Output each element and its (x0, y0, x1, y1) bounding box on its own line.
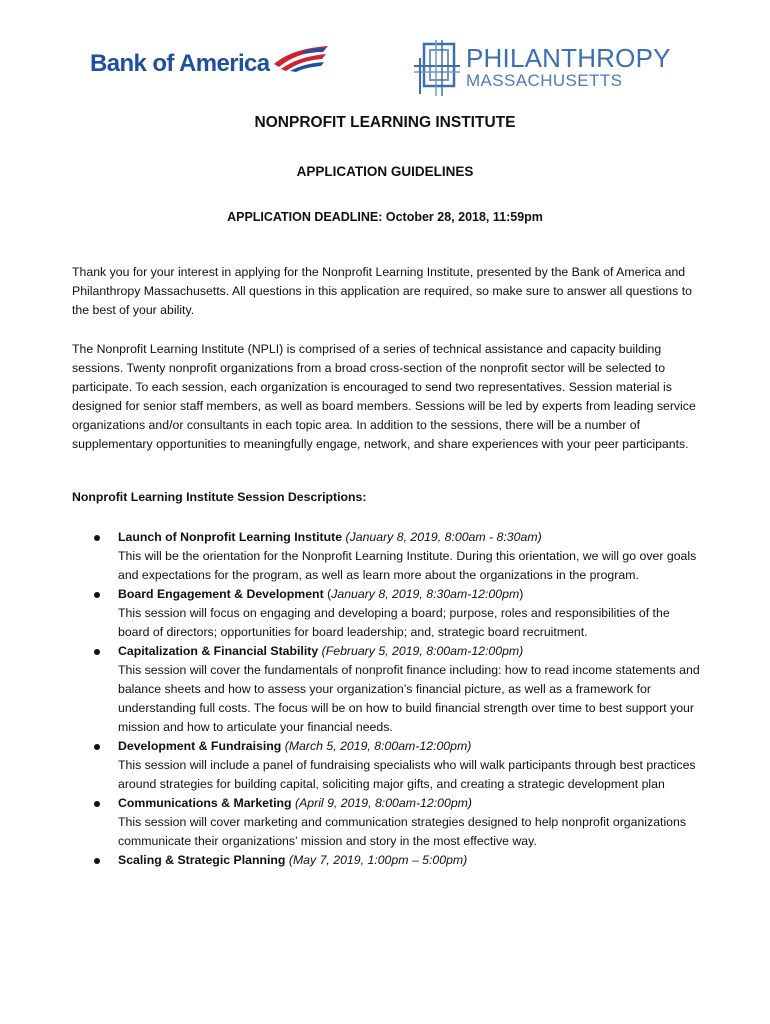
bank-of-america-logo (90, 40, 330, 88)
session-date-close: ) (519, 587, 524, 601)
list-item (90, 737, 702, 794)
session-date-open: ( (327, 587, 332, 601)
bullet-icon (94, 744, 100, 750)
list-item (90, 851, 702, 870)
session-name: Communications & Marketing (118, 796, 292, 810)
bank-of-america-wordmark: Bank of America (90, 50, 270, 77)
list-item (90, 642, 702, 737)
document-subtitle: APPLICATION GUIDELINES (296, 164, 474, 179)
session-name: Launch of Nonprofit Learning Institute (118, 530, 343, 544)
session-description: This will be the orientation for the Nonprofit Learning Institute. During this orientation, we will go over goals and expectations for the program, as well as learn more about the organizations in the program. (118, 549, 697, 582)
session-date: (March 5, 2019, 8:00am-12:00pm) (284, 739, 472, 753)
session-name: Board Engagement & Development (118, 587, 324, 601)
application-deadline: APPLICATION DEADLINE: October 28, 2018, 11:59pm (227, 210, 543, 224)
bullet-icon (94, 535, 100, 541)
session-description: This session will cover marketing and communication strategies designed to help nonprofit organizations communicate their organizations’ mission and story in the most effective way. (118, 815, 687, 848)
document-title: NONPROFIT LEARNING INSTITUTE (254, 114, 516, 131)
bullet-icon (94, 649, 100, 655)
list-item (90, 528, 702, 585)
session-date: (April 9, 2019, 8:00am-12:00pm) (294, 796, 473, 810)
list-item (90, 585, 702, 642)
session-date: (February 5, 2019, 8:00am-12:00pm) (321, 644, 524, 658)
session-name: Development & Fundraising (118, 739, 282, 753)
massachusetts-wordmark: MASSACHUSETTS (466, 71, 623, 90)
session-name: Capitalization & Financial Stability (118, 644, 319, 658)
session-description: This session will focus on engaging and developing a board; purpose, roles and responsibilities of the board of directors; opportunities for board leadership; and, strategic board recruitment. (118, 606, 670, 639)
bullet-icon (94, 858, 100, 864)
list-item (90, 794, 702, 851)
session-name: Scaling & Strategic Planning (118, 853, 286, 867)
bullet-icon (94, 592, 100, 598)
philanthropy-wordmark: PHILANTHROPY (466, 43, 671, 73)
philanthropy-massachusetts-mark-icon (412, 38, 462, 98)
bullet-icon (94, 801, 100, 807)
philanthropy-massachusetts-logo (412, 32, 670, 104)
session-date: (January 8, 2019, 8:00am - 8:30am) (345, 530, 542, 544)
session-description: This session will include a panel of fundraising specialists who will walk participants through best practices around strategies for building capital, soliciting major gifts, and creating a strategic development plan (118, 758, 696, 791)
bank-of-america-flag-icon (272, 42, 330, 72)
session-date: January 8, 2019, 8:30am-12:00pm (331, 587, 520, 601)
session-list (90, 528, 702, 870)
npli-description-paragraph: The Nonprofit Learning Institute (NPLI) is comprised of a series of technical assistance and capacity building sessions. Twenty nonprofit organizations from a broad cross-section of the nonprofit sector will be selected to participate. To each session, each organization is encouraged to send two representatives. Session material is designed for senior staff members, as well as board members. Sessions will be led by experts from leading service organizations and/or consultants in each topic area. In addition to the sessions, there will be a number of supplementary opportunities to meaningfully engage, network, and share experiences with your peer participants. (72, 342, 696, 451)
session-description: This session will cover the fundamentals of nonprofit finance including: how to read income statements and balance sheets and how to assess your organization’s financial picture, as well as a framework for understanding full costs. The focus will be on how to build financial strength over time to best support your mission and how to articulate your financial needs. (118, 663, 700, 734)
intro-paragraph: Thank you for your interest in applying for the Nonprofit Learning Institute, presented by the Bank of America and Philanthropy Massachusetts. All questions in this application are required, so make sure to answer all questions to the best of your ability. (72, 265, 692, 317)
session-descriptions-heading: Nonprofit Learning Institute Session Descriptions: (72, 490, 367, 504)
session-date: (May 7, 2019, 1:00pm – 5:00pm) (288, 853, 468, 867)
